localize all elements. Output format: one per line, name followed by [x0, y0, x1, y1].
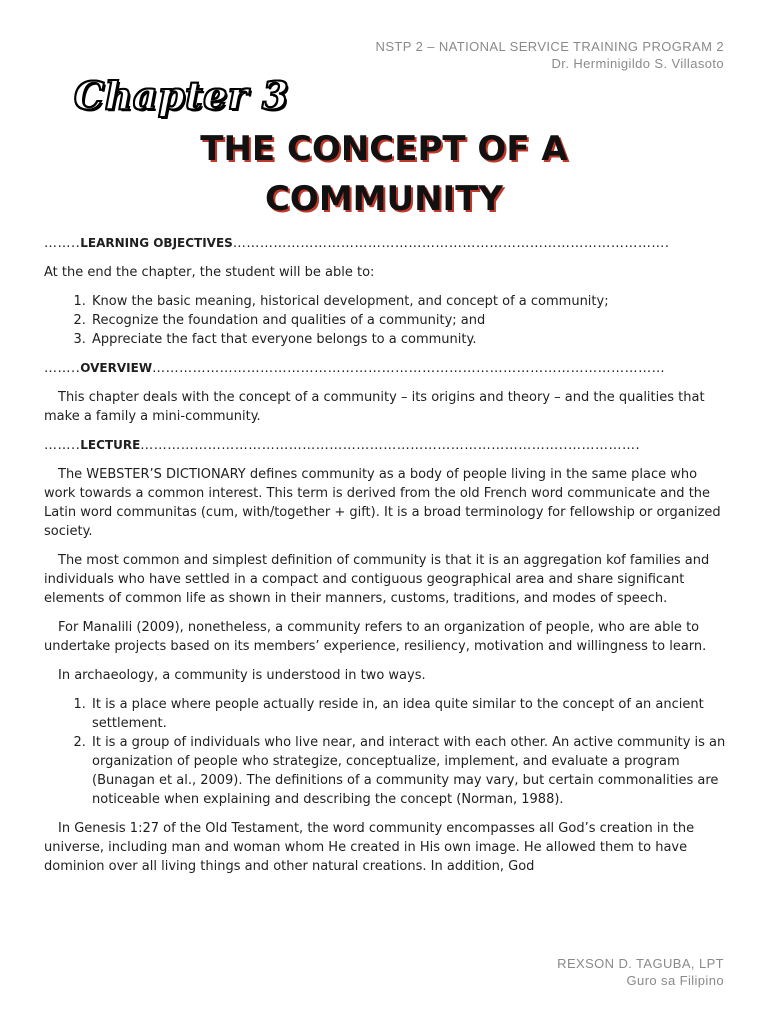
heading-trailer: …………………………………………………………………………………..……………. — [140, 438, 641, 453]
heading-label: LECTURE — [80, 438, 141, 452]
list-item: 2. Recognize the foundation and qualities of a community; and — [90, 311, 728, 330]
list-item: 3. Appreciate the fact that everyone belongs to a community. — [90, 330, 728, 349]
list-item: 1. Know the basic meaning, historical development, and concept of a community; — [90, 292, 728, 311]
lecture-paragraph: In archaeology, a community is understood in two ways. — [58, 668, 426, 683]
footer-name: REXSON D. TAGUBA, LPT — [557, 956, 724, 971]
course-title: NSTP 2 – NATIONAL SERVICE TRAINING PROGRAM 2 — [375, 39, 724, 54]
lecture-paragraph: The WEBSTER’S DICTIONARY defines community as a body of people living in the same place who work towards a common interest. This term is derived from the old French word communicate and the Latin word communitas (cum, with/together + gift). It is a broad terminology for fellowship or organized society. — [44, 467, 721, 539]
chapter-label: Chapter 3 — [74, 73, 289, 118]
title-line-2: COMMUNITY — [264, 179, 504, 219]
heading-trailer: …………………………………………………………………………………………………… — [152, 361, 666, 376]
heading-label: OVERVIEW — [80, 361, 153, 375]
author-name: Dr. Herminigildo S. Villasoto — [551, 56, 724, 71]
objectives-intro: At the end the chapter, the student will be able to: — [44, 265, 375, 280]
heading-trailer: ……………………………………………………………………………………. — [232, 236, 670, 251]
objectives-list — [44, 292, 728, 349]
page-header — [376, 38, 724, 72]
lecture-paragraph: For Manalili (2009), nonetheless, a community refers to an organization of people, who are able to undertake projects based on its members’ experience, resiliency, motivation and willingness to learn. — [44, 620, 707, 654]
heading-leader: …….. — [44, 438, 81, 453]
learning-objectives-heading — [44, 234, 728, 253]
lecture-paragraph: The most common and simplest definition of community is that it is an aggregation kof families and individuals who have settled in a compact and contiguous geographical area and share significant elements of common life as shown in their manners, customs, traditions, and modes of speech. — [44, 553, 710, 606]
list-item: 2. It is a group of individuals who live near, and interact with each other. An active community is an organization of people who strategize, conceptualize, implement, and evaluate a program (Bunagan et al., 2009). The definitions of a community may vary, but certain commonalities are noticeable when explaining and describing the concept (Norman, 1988). — [90, 733, 728, 809]
heading-leader: …….. — [44, 361, 81, 376]
footer-role: Guro sa Filipino — [626, 973, 724, 988]
heading-label: LEARNING OBJECTIVES — [80, 236, 233, 250]
page-title — [0, 124, 768, 224]
lecture-paragraph: In Genesis 1:27 of the Old Testament, the word community encompasses all God’s creation in the universe, including man and woman whom He created in His own image. He allowed them to have dominion over all living things and other natural creations. In addition, God — [44, 821, 695, 874]
overview-heading — [44, 359, 728, 378]
heading-leader: …….. — [44, 236, 81, 251]
list-item: 1. It is a place where people actually reside in, an idea quite similar to the concept of an ancient settlement. — [90, 695, 728, 733]
title-line-1: THE CONCEPT OF A — [200, 129, 568, 169]
page-footer — [557, 955, 724, 989]
archaeology-list — [44, 695, 728, 809]
overview-paragraph: This chapter deals with the concept of a community – its origins and theory – and the qualities that make a family a mini-community. — [44, 390, 705, 424]
lecture-heading — [44, 436, 728, 455]
document-body — [44, 234, 728, 886]
